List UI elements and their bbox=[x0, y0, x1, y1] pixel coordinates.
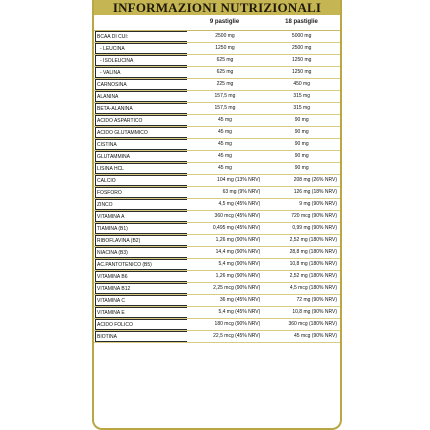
value-18-tablets: 315 mg bbox=[293, 93, 310, 99]
table-title: INFORMAZIONI NUTRIZIONALI bbox=[94, 0, 340, 15]
value-9-tablets: 225 mg bbox=[216, 81, 234, 87]
value-9-tablets: 4,5 mg (45% NRV) bbox=[218, 201, 261, 207]
value-9-tablets: 45 mg bbox=[218, 129, 232, 135]
table-row bbox=[94, 115, 340, 127]
table-row bbox=[94, 259, 340, 271]
value-18-tablets: 4,5 mcg (180% NRV) bbox=[289, 285, 337, 291]
table-row bbox=[94, 295, 340, 307]
value-9-tablets: 2,25 mcg (90% NRV) bbox=[213, 285, 261, 291]
value-9-tablets: 180 mcg (90% NRV) bbox=[214, 321, 261, 327]
value-9-tablets: 0,495 mg (45% NRV) bbox=[212, 225, 261, 231]
value-9-tablets: 45 mg bbox=[218, 141, 232, 147]
table-row bbox=[94, 79, 340, 91]
value-9-tablets: 63 mg (9% NRV) bbox=[222, 189, 261, 195]
table-row bbox=[94, 235, 340, 247]
column-header-blank bbox=[94, 15, 186, 30]
nutrient-name: - VALINA bbox=[95, 67, 187, 78]
table-row bbox=[94, 211, 340, 223]
nutrient-name: LISINA HCL bbox=[95, 163, 187, 174]
value-9-tablets: 45 mg bbox=[218, 117, 232, 123]
table-row bbox=[94, 199, 340, 211]
value-18-tablets: 45 mcg (90% NRV) bbox=[294, 333, 337, 339]
value-18-tablets: 2500 mg bbox=[291, 45, 312, 51]
nutrient-rows bbox=[94, 31, 340, 343]
table-row bbox=[94, 175, 340, 187]
nutrient-name: RIBOFLAVINA (B2) bbox=[95, 235, 187, 246]
nutrient-name: VITAMINA B6 bbox=[95, 271, 187, 282]
value-9-tablets: 1250 mg bbox=[215, 45, 235, 51]
value-9-tablets: 5,4 mg (45% NRV) bbox=[218, 309, 261, 315]
column-header-9-tablets: 9 pastiglie bbox=[209, 19, 240, 25]
nutrition-facts-panel bbox=[92, 0, 342, 430]
value-18-tablets: 360 mcg (180% NRV) bbox=[288, 321, 337, 327]
nutrient-name: - ISOLEUCINA bbox=[95, 55, 187, 66]
nutrient-name: GLUTAMMINA bbox=[95, 151, 187, 162]
value-18-tablets: 5000 mg bbox=[291, 33, 312, 39]
value-18-tablets: 90 mg bbox=[294, 153, 309, 159]
column-header-18-tablets: 18 pastiglie bbox=[285, 19, 318, 25]
value-18-tablets: 10,8 mg (90% NRV) bbox=[292, 309, 337, 315]
column-header-row bbox=[94, 15, 340, 31]
table-row bbox=[94, 103, 340, 115]
table-row bbox=[94, 139, 340, 151]
table-row bbox=[94, 127, 340, 139]
value-9-tablets: 1,26 mg (90% NRV) bbox=[215, 237, 261, 243]
value-18-tablets: 720 mcg (90% NRV) bbox=[291, 213, 337, 219]
nutrient-name: BETA-ALANINA bbox=[95, 103, 187, 114]
value-18-tablets: 0,99 mg (90% NRV) bbox=[292, 225, 337, 231]
nutrient-name: AC.PANTOTENICO (B5) bbox=[95, 259, 187, 270]
value-18-tablets: 315 mg bbox=[293, 105, 310, 111]
nutrient-name: VITAMINA C bbox=[95, 295, 187, 306]
nutrient-name: FOSFORO bbox=[95, 187, 187, 198]
table-row bbox=[94, 271, 340, 283]
value-18-tablets: 1250 mg bbox=[291, 57, 312, 63]
table-row bbox=[94, 283, 340, 295]
value-18-tablets: 126 mg (18% NRV) bbox=[293, 189, 337, 195]
value-18-tablets: 90 mg bbox=[294, 141, 309, 147]
table-row bbox=[94, 247, 340, 259]
value-9-tablets: 157,5 mg bbox=[214, 93, 236, 99]
value-9-tablets: 104 mg (13% NRV) bbox=[217, 177, 261, 183]
value-9-tablets: 14,4 mg (90% NRV) bbox=[215, 249, 261, 255]
value-9-tablets: 625 mg bbox=[216, 57, 234, 63]
nutrient-name: VITAMINA E bbox=[95, 307, 187, 318]
value-9-tablets: 45 mg bbox=[218, 153, 232, 159]
value-18-tablets: 90 mg bbox=[294, 165, 309, 171]
nutrient-name: CALCIO bbox=[95, 175, 187, 186]
value-18-tablets: 9 mg (90% NRV) bbox=[299, 201, 337, 207]
value-18-tablets: 208 mg (26% NRV) bbox=[293, 177, 337, 183]
value-18-tablets: 2,52 mg (180% NRV) bbox=[289, 237, 337, 243]
nutrient-name: ZINCO bbox=[95, 199, 187, 210]
table-row bbox=[94, 223, 340, 235]
table-row bbox=[94, 331, 340, 343]
nutrient-name: CARNOSINA bbox=[95, 79, 187, 90]
value-9-tablets: 1,26 mg (90% NRV) bbox=[215, 273, 261, 279]
table-row bbox=[94, 67, 340, 79]
table-row bbox=[94, 307, 340, 319]
value-18-tablets: 90 mg bbox=[294, 129, 309, 135]
value-18-tablets: 72 mg (90% NRV) bbox=[296, 297, 337, 303]
value-9-tablets: 625 mg bbox=[216, 69, 234, 75]
nutrient-name: BIOTINA bbox=[95, 331, 187, 342]
nutrient-name: CISTINA bbox=[95, 139, 187, 150]
table-row bbox=[94, 31, 340, 43]
table-row bbox=[94, 319, 340, 331]
value-9-tablets: 45 mg bbox=[218, 165, 232, 171]
nutrient-name: - LEUCINA bbox=[95, 43, 187, 54]
nutrient-name: TIAMINA (B1) bbox=[95, 223, 187, 234]
nutrient-name: VITAMINA B12 bbox=[95, 283, 187, 294]
value-9-tablets: 360 mcg (45% NRV) bbox=[214, 213, 261, 219]
nutrient-name: ACIDO FOLICO bbox=[95, 319, 187, 330]
value-18-tablets: 1250 mg bbox=[291, 69, 312, 75]
table-row bbox=[94, 43, 340, 55]
nutrient-name: ACIDO GLUTAMMICO bbox=[95, 127, 187, 138]
nutrient-name: VITAMINA A bbox=[95, 211, 187, 222]
table-row bbox=[94, 91, 340, 103]
table-row bbox=[94, 187, 340, 199]
nutrient-name: ACIDO ASPARTICO bbox=[95, 115, 187, 126]
value-9-tablets: 157,5 mg bbox=[214, 105, 236, 111]
value-9-tablets: 22,5 mcg (45% NRV) bbox=[213, 333, 261, 339]
value-18-tablets: 90 mg bbox=[294, 117, 309, 123]
table-row bbox=[94, 151, 340, 163]
table-row bbox=[94, 163, 340, 175]
value-18-tablets: 28,8 mg (180% NRV) bbox=[289, 249, 337, 255]
value-9-tablets: 36 mg (45% NRV) bbox=[219, 297, 261, 303]
table-row bbox=[94, 55, 340, 67]
nutrient-name: NIACINA (B3) bbox=[95, 247, 187, 258]
value-18-tablets: 450 mg bbox=[293, 81, 310, 87]
value-18-tablets: 10,8 mg (180% NRV) bbox=[289, 261, 337, 267]
nutrient-name: ALANINA bbox=[95, 91, 187, 102]
value-18-tablets: 2,52 mg (180% NRV) bbox=[289, 273, 337, 279]
nutrient-name: BCAA DI CUI: bbox=[95, 31, 187, 42]
value-9-tablets: 2500 mg bbox=[215, 33, 235, 39]
value-9-tablets: 5,4 mg (90% NRV) bbox=[218, 261, 261, 267]
